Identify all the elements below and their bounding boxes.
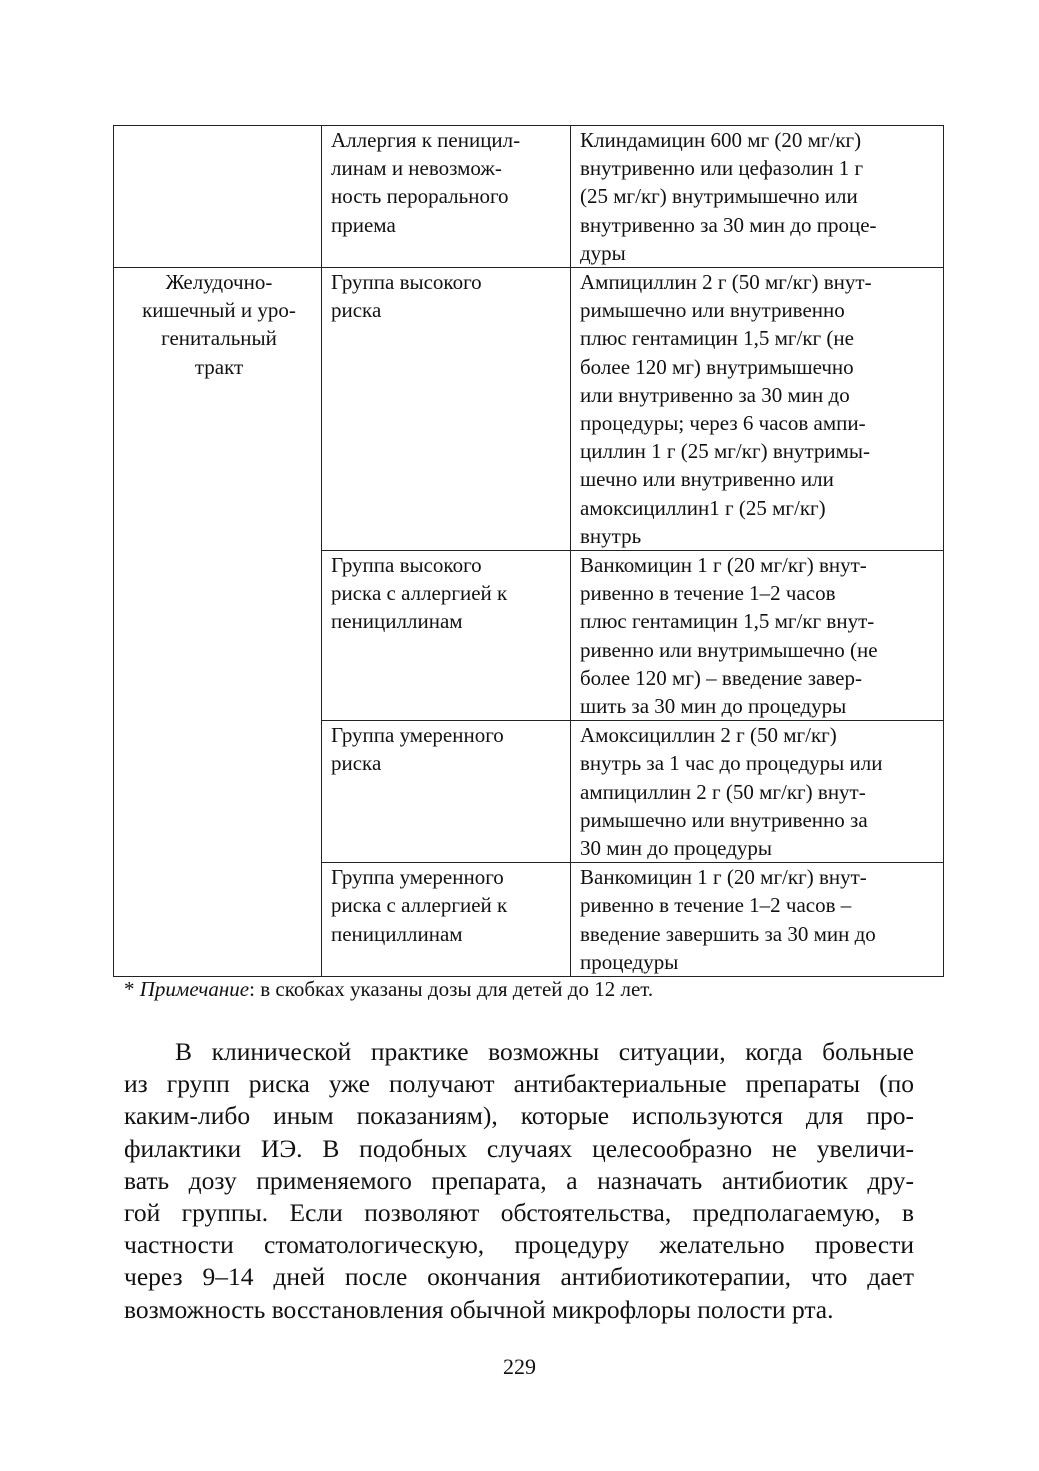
- regimen-line: циллин 1 г (25 мг/кг) внутримы-: [580, 439, 871, 464]
- footnote-label: Примечание: [139, 977, 250, 1001]
- group-line: Группа умеренного: [331, 723, 504, 748]
- regimen-line: шить за 30 мин до процедуры: [580, 694, 847, 719]
- group-line: приема: [331, 212, 396, 237]
- regimen-line: 30 мин до процедуры: [580, 836, 773, 861]
- footnote-asterisk: *: [124, 977, 140, 1001]
- regimen-cell: [571, 126, 944, 268]
- table-row: [114, 268, 944, 551]
- prophylaxis-table: [113, 125, 944, 977]
- paragraph-line: В клинической практике возможны ситуации, когда больные: [175, 1037, 914, 1066]
- group-line: риска с аллергией к: [331, 581, 508, 606]
- site-line: тракт: [194, 354, 244, 379]
- regimen-line: Ампициллин 2 г (50 мг/кг) внут-: [580, 270, 872, 295]
- regimen-line: дуры: [580, 240, 626, 265]
- paragraph-line: каким-либо иным показаниям), которые используются для про-: [124, 1101, 914, 1131]
- group-cell: [322, 721, 571, 863]
- regimen-line: Амоксициллин 2 г (50 мг/кг): [580, 723, 837, 748]
- regimen-line: римышечно или внутривенно: [580, 298, 845, 323]
- regimen-line: внутрь за 1 час до процедуры или: [580, 751, 883, 776]
- site-line: генитальный: [161, 326, 277, 351]
- regimen-line: более 120 мг) – введение завер-: [580, 665, 862, 690]
- regimen-line: или внутривенно за 30 мин до: [580, 382, 850, 407]
- regimen-line: более 120 мг) внутримышечно: [580, 354, 854, 379]
- regimen-line: внутривенно или цефазолин 1 г: [580, 156, 864, 181]
- site-line: Желудочно-: [165, 270, 273, 295]
- regimen-line: шечно или внутривенно или: [580, 467, 834, 492]
- regimen-line: ривенно в течение 1–2 часов: [580, 581, 836, 606]
- page-number: 229: [503, 1354, 536, 1379]
- group-line: Группа высокого: [331, 553, 482, 578]
- group-cell: [322, 126, 571, 268]
- site-cell: [114, 268, 322, 977]
- regimen-line: плюс гентамицин 1,5 мг/кг внут-: [580, 609, 875, 634]
- regimen-line: внутривенно за 30 мин до проце-: [580, 212, 877, 237]
- paragraph-line: через 9–14 дней после окончания антибиотикотерапии, что дает: [124, 1262, 914, 1292]
- group-line: Группа высокого: [331, 270, 482, 295]
- regimen-cell: [571, 551, 944, 721]
- site-cell: [114, 126, 322, 268]
- group-line: риска с аллергией к: [331, 893, 508, 918]
- paragraph-line: возможность восстановления обычной микрофлоры полости рта.: [124, 1294, 834, 1324]
- regimen-line: процедуры; через 6 часов ампи-: [580, 411, 866, 436]
- site-line: кишечный и уро-: [142, 298, 296, 323]
- regimen-line: плюс гентамицин 1,5 мг/кг (не: [580, 326, 854, 351]
- group-line: Группа умеренного: [331, 865, 504, 890]
- regimen-line: внутрь: [580, 523, 642, 548]
- regimen-line: процедуры: [580, 949, 679, 974]
- regimen-line: введение завершить за 30 мин до: [580, 921, 876, 946]
- group-cell: [322, 268, 571, 551]
- regimen-line: (25 мг/кг) внутримышечно или: [580, 184, 858, 209]
- paragraph-line: частности стоматологическую, процедуру желательно провести: [124, 1230, 914, 1260]
- regimen-cell: [571, 721, 944, 863]
- paragraph-line: гой группы. Если позволяют обстоятельства, предполагаемую, в: [124, 1198, 914, 1228]
- regimen-line: Ванкомицин 1 г (20 мг/кг) внут-: [580, 553, 867, 578]
- paragraph-line: вать дозу применяемого препарата, а назначать антибиотик дру-: [124, 1165, 914, 1195]
- regimen-cell: [571, 863, 944, 977]
- table-row: [114, 126, 944, 268]
- regimen-line: ривенно или внутримышечно (не: [580, 637, 878, 662]
- group-cell: [322, 551, 571, 721]
- table-footnote: [124, 975, 653, 1003]
- group-line: линам и невозмож-: [331, 156, 502, 181]
- group-line: риска: [331, 751, 382, 776]
- regimen-line: ривенно в течение 1–2 часов –: [580, 893, 852, 918]
- group-line: ность перорального: [331, 184, 509, 209]
- paragraph-line: из групп риска уже получают антибактериальные препараты (по: [124, 1069, 914, 1099]
- regimen-line: амоксициллин1 г (25 мг/кг): [580, 495, 826, 520]
- paragraph-line: филактики ИЭ. В подобных случаях целесообразно не увеличи-: [124, 1133, 914, 1163]
- regimen-line: римышечно или внутривенно за: [580, 807, 868, 832]
- footnote-text: : в скобках указаны дозы для детей до 12 лет.: [249, 977, 654, 1001]
- body-paragraph: [124, 1036, 914, 1326]
- regimen-line: Клиндамицин 600 мг (20 мг/кг): [580, 128, 862, 152]
- regimen-cell: [571, 268, 944, 551]
- regimen-line: ампициллин 2 г (50 мг/кг) внут-: [580, 779, 866, 804]
- group-line: риска: [331, 298, 382, 323]
- group-cell: [322, 863, 571, 977]
- group-line: пенициллинам: [331, 921, 463, 946]
- group-line: пенициллинам: [331, 609, 463, 634]
- group-line: Аллергия к пеницил-: [331, 128, 521, 152]
- regimen-line: Ванкомицин 1 г (20 мг/кг) внут-: [580, 865, 867, 890]
